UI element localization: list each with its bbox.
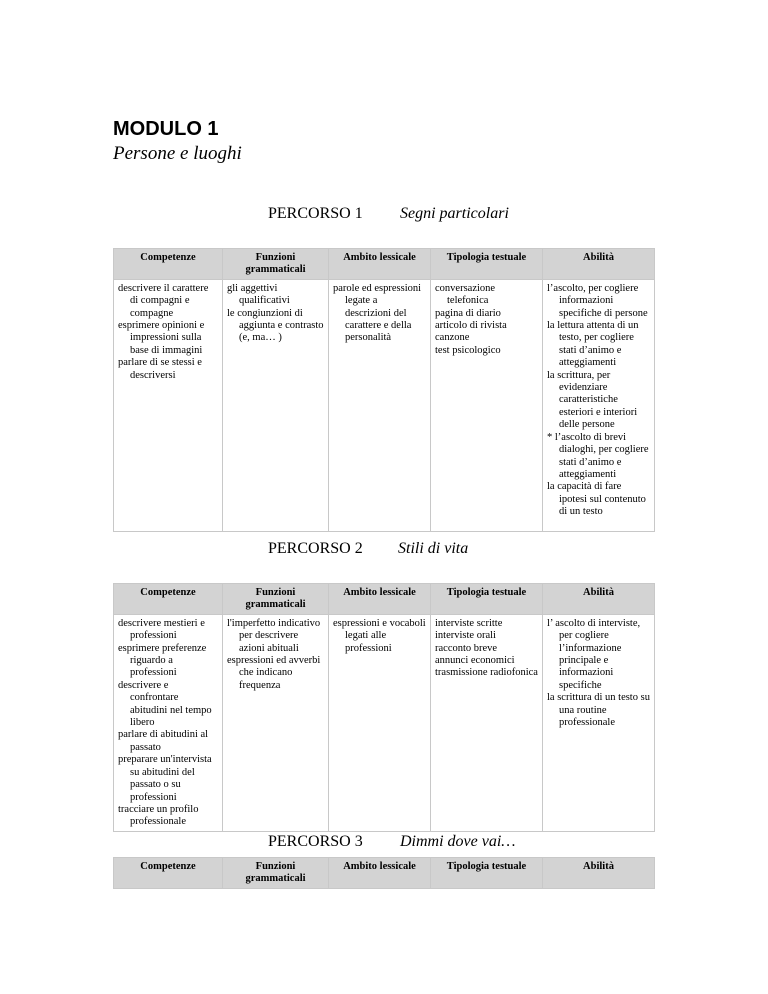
- column-header: Abilità: [543, 858, 655, 889]
- percorso-heading: [268, 205, 509, 223]
- table-cell: [329, 614, 431, 831]
- list-item: test psicologico: [435, 344, 501, 356]
- percorso-heading: [268, 540, 469, 558]
- column-header: Tipologia testuale: [431, 858, 543, 889]
- percorso-table: [113, 248, 655, 532]
- list-item: descrivere e confrontare abitudini nel tempo libero: [118, 679, 212, 729]
- list-item: l’ ascolto di interviste, per cogliere l’informazione principale e informazioni specifiche: [547, 617, 641, 691]
- table-cell: [431, 279, 543, 531]
- percorso-label: PERCORSO 1: [268, 205, 363, 222]
- list-item: trasmissione radiofonica: [435, 667, 538, 679]
- column-header: Funzioni grammaticali: [223, 249, 329, 280]
- percorso-label: PERCORSO 3: [268, 833, 363, 850]
- table-cell: [543, 279, 655, 531]
- list-item: racconto breve: [435, 642, 498, 654]
- table-cell: [223, 279, 329, 531]
- column-header: Funzioni grammaticali: [223, 858, 329, 889]
- column-header: Abilità: [543, 249, 655, 280]
- list-item: interviste orali: [435, 630, 496, 642]
- list-item: preparare un'intervista su abitudini del passato o su professioni: [118, 754, 212, 803]
- list-item: articolo di rivista: [435, 320, 507, 332]
- header-row: [114, 858, 655, 889]
- list-item: espressioni ed avverbi che indicano frequenza: [227, 655, 321, 691]
- list-item: esprimere opinioni e impressioni sulla base di immagini: [118, 320, 205, 356]
- list-item: parole ed espressioni legate a descrizioni del carattere e della personalità: [333, 282, 422, 344]
- list-item: annunci economici: [435, 655, 515, 667]
- column-header: Tipologia testuale: [431, 584, 543, 615]
- list-item: conversazione telefonica: [435, 282, 496, 307]
- table-cell: [329, 279, 431, 531]
- table-cell: [223, 614, 329, 831]
- column-header: Ambito lessicale: [329, 249, 431, 280]
- column-header: Competenze: [114, 584, 223, 615]
- column-header: Funzioni grammaticali: [223, 584, 329, 615]
- list-item: l'imperfetto indicativo per descrivere azioni abituali: [227, 617, 321, 654]
- list-item: parlare di se stessi e descriversi: [118, 357, 202, 381]
- list-item: descrivere mestieri e professioni: [118, 617, 205, 642]
- percorso-title: Segni particolari: [400, 205, 509, 222]
- column-header: Ambito lessicale: [329, 584, 431, 615]
- module-title: MODULO 1: [113, 118, 219, 140]
- list-item: gli aggettivi qualificativi: [227, 282, 290, 307]
- percorso-table: [113, 857, 655, 889]
- list-item: la capacità di fare ipotesi sul contenuto di un testo: [547, 481, 646, 518]
- column-header: Competenze: [114, 858, 223, 889]
- list-item: le congiunzioni di aggiunta e contrasto (e, ma… ): [227, 307, 324, 344]
- column-header: Ambito lessicale: [329, 858, 431, 889]
- table-row: [114, 279, 655, 531]
- list-item: * l’ascolto di brevi dialoghi, per cogliere stati d’animo e atteggiamenti: [547, 431, 649, 480]
- header-row: [114, 249, 655, 280]
- percorso-title: Stili di vita: [398, 540, 469, 557]
- percorso-label: PERCORSO 2: [268, 540, 363, 557]
- percorso-table: [113, 583, 655, 832]
- list-item: tracciare un profilo professionale: [118, 803, 199, 828]
- list-item: la lettura attenta di un testo, per cogliere stati d’animo e atteggiamenti: [547, 320, 639, 369]
- table-cell: [543, 614, 655, 831]
- list-item: la scrittura di un testo su una routine professionale: [547, 692, 650, 729]
- table-row: [114, 614, 655, 831]
- list-item: pagina di diario: [435, 307, 501, 319]
- header-row: [114, 584, 655, 615]
- column-header: Tipologia testuale: [431, 249, 543, 280]
- column-header: Competenze: [114, 249, 223, 280]
- table-cell: [431, 614, 543, 831]
- list-item: interviste scritte: [435, 617, 503, 629]
- percorso-heading: [268, 833, 516, 851]
- list-item: esprimere preferenze riguardo a professioni: [118, 642, 207, 679]
- list-item: l’ascolto, per cogliere informazioni specifiche di persone: [547, 282, 648, 319]
- list-item: espressioni e vocaboli legati alle professioni: [333, 617, 426, 654]
- column-header: Abilità: [543, 584, 655, 615]
- module-subtitle: Persone e luoghi: [113, 143, 242, 164]
- table-cell: [114, 279, 223, 531]
- table-cell: [114, 614, 223, 831]
- list-item: canzone: [435, 332, 470, 344]
- list-item: descrivere il carattere di compagni e compagne: [118, 282, 209, 319]
- list-item: parlare di abitudini al passato: [118, 729, 209, 753]
- list-item: la scrittura, per evidenziare caratteristiche esteriori e interiori delle persone: [547, 369, 638, 431]
- percorso-title: Dimmi dove vai…: [400, 833, 516, 850]
